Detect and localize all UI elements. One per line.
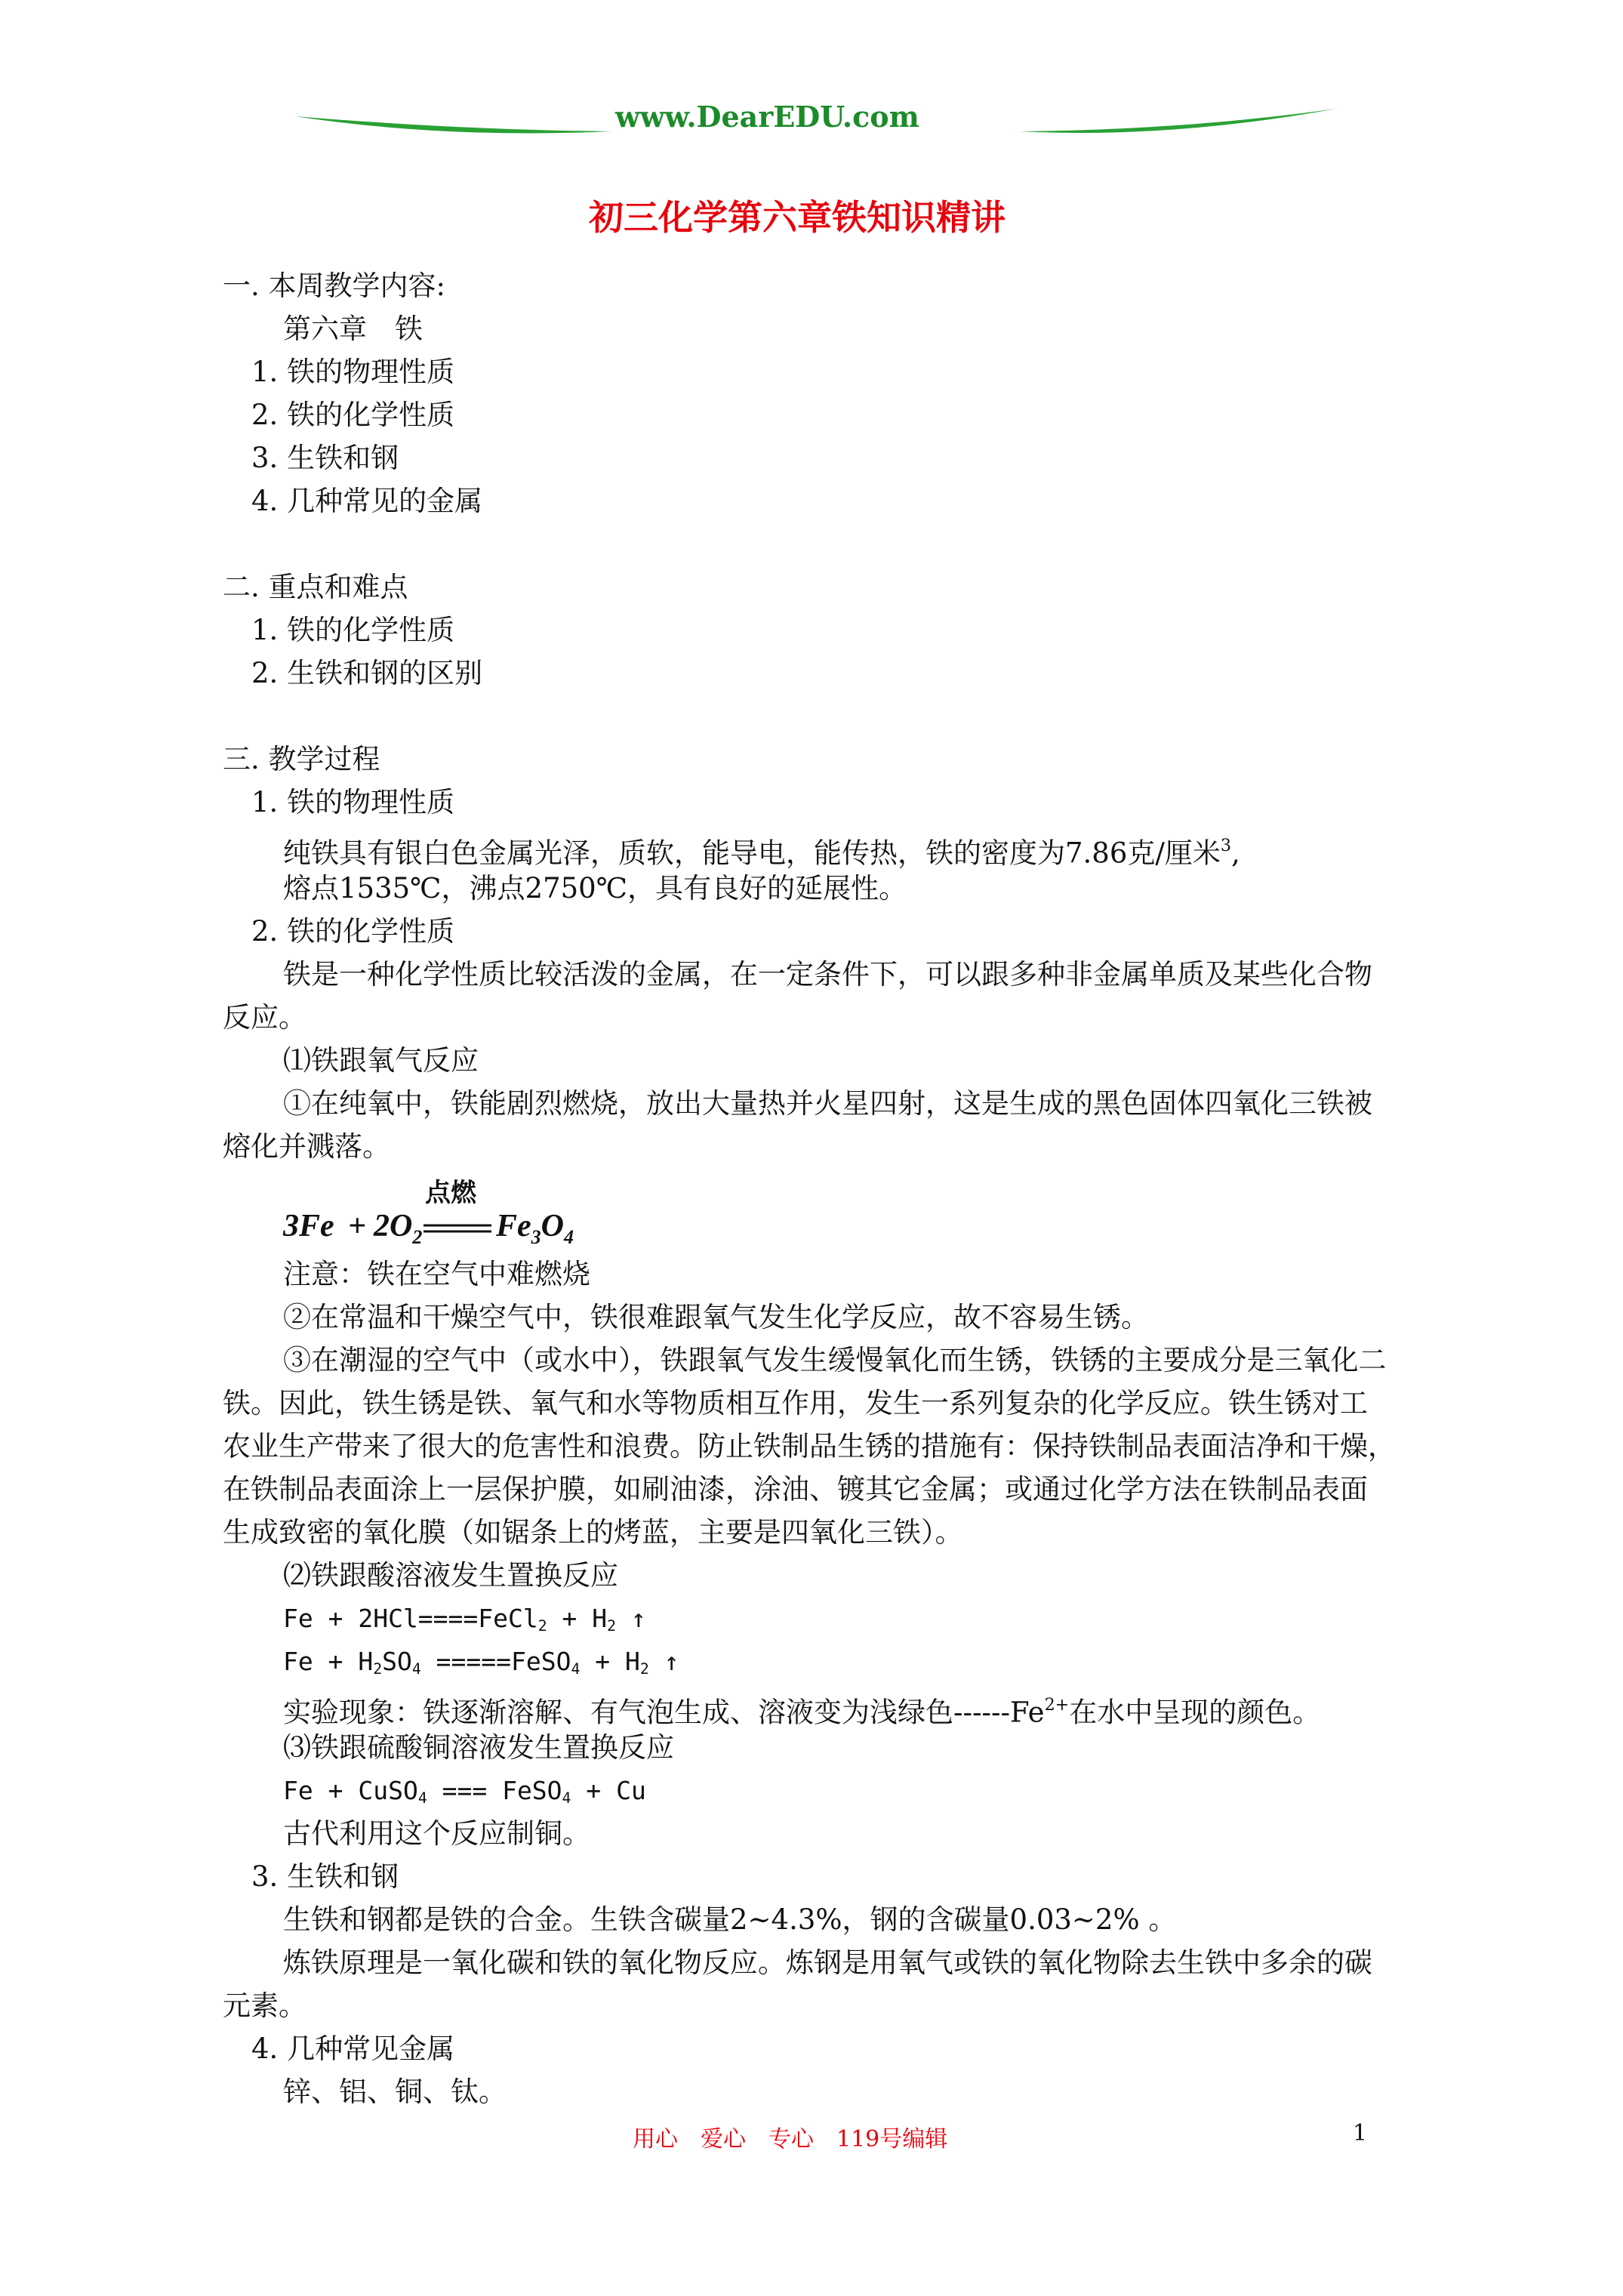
pure-oxygen-b: 熔化并溅落。 — [223, 1130, 390, 1163]
eq-product: $Fe_3O_4$ — [496, 1209, 574, 1248]
humid-line-3: 农业生产带来了很大的危害性和浪费。防止铁制品生锈的措施有：保持铁制品表面洁净和干燥， — [223, 1430, 1396, 1462]
physical-heading: 1. 铁的物理性质 — [251, 786, 455, 818]
site-logo — [287, 91, 1344, 159]
oxygen-heading: ⑴铁跟氧气反应 — [283, 1044, 479, 1077]
section2-item: 2. 生铁和钢的区别 — [251, 657, 483, 689]
logo-swoosh-right — [1019, 101, 1336, 146]
eq-plus: + — [348, 1209, 366, 1244]
physical-comma: , — [1230, 837, 1240, 870]
section1-item: 1. 铁的物理性质 — [251, 356, 455, 388]
metals-heading: 4. 几种常见金属 — [251, 2032, 455, 2065]
section1-item: 4. 几种常见的金属 — [251, 485, 483, 517]
combustion-equation — [283, 1172, 661, 1255]
eq-double-line — [423, 1223, 491, 1234]
pure-oxygen-a: ①在纯氧中，铁能剧烈燃烧，放出大量热并火星四射，这是生成的黑色固体四氧化三铁被 — [283, 1087, 1372, 1120]
steel-heading: 3. 生铁和钢 — [251, 1860, 399, 1893]
acid-observation: 实验现象：铁逐渐溶解、有气泡生成、溶液变为浅绿色$------Fe^{2+}$在水中呈现的颜色。 — [283, 1695, 1321, 1729]
humid-line-5: 生成致密的氧化膜（如锯条上的烤蓝，主要是四氧化三铁）。 — [223, 1516, 963, 1549]
section1-heading: 一. 本周教学内容: — [223, 270, 445, 302]
section2-item: 1. 铁的化学性质 — [251, 614, 455, 646]
dry-air-line: ②在常温和干燥空气中，铁很难跟氧气发生化学反应，故不容易生锈。 — [283, 1301, 1149, 1333]
logo-swoosh-left — [294, 101, 611, 146]
humid-line-2: 铁。因此，铁生锈是铁、氧气和水等物质相互作用，发生一系列复杂的化学反应。铁生锈对工 — [223, 1387, 1368, 1419]
logo-text: www.DearEDU.com — [615, 100, 919, 134]
metals-line: 锌、铝、铜、钛。 — [283, 2076, 507, 2108]
steel-line2a: 炼铁原理是一氧化碳和铁的氧化物反应。炼钢是用氧气或铁的氧化物除去生铁中多余的碳 — [283, 1946, 1372, 1979]
page-title: 初三化学第六章铁知识精讲 — [589, 197, 1006, 238]
humid-line-4: 在铁制品表面涂上一层保护膜，如刷油漆，涂油、镀其它金属；或通过化学方法在铁制品表面 — [223, 1473, 1368, 1505]
page-number: 1 — [1353, 2120, 1368, 2147]
cuso4-equation: Fe + CuSO$_4$ === FeSO$_4$ + Cu — [283, 1776, 646, 1807]
section3-heading: 三. 教学过程 — [223, 743, 380, 775]
ancient-note: 古代利用这个反应制铜。 — [283, 1817, 590, 1850]
cuso4-heading: ⑶铁跟硫酸铜溶液发生置换反应 — [283, 1731, 674, 1764]
eq-reactant-fe: 3Fe — [283, 1209, 334, 1244]
section1-item: 2. 铁的化学性质 — [251, 399, 455, 431]
footer-text: 用心 爱心 专心 119号编辑 — [633, 2126, 948, 2153]
section1-chapter: 第六章 铁 — [283, 313, 423, 345]
steel-line2b: 元素。 — [223, 1989, 306, 2022]
acid-equation-2: $Fe + H_2SO_4$ =====FeSO$_4$ + $H_2$ ↑ — [283, 1647, 679, 1678]
chemical-intro-b: 反应。 — [223, 1001, 306, 1034]
cube-superscript: 3 — [1220, 836, 1231, 855]
eq-condition: 点燃 — [425, 1178, 476, 1208]
acid-equation-1: Fe + 2HCl====FeCl$_2$ + $H_2$ ↑ — [283, 1604, 646, 1635]
combustion-note: 注意：铁在空气中难燃烧 — [283, 1258, 590, 1290]
steel-line1: 生铁和钢都是铁的合金。生铁含碳量2~4.3%，钢的含碳量0.03~2% 。 — [283, 1903, 1177, 1936]
eq-reactant-o2: $2O_2$ — [374, 1209, 423, 1248]
chemical-intro-a: 铁是一种化学性质比较活泼的金属，在一定条件下，可以跟多种非金属单质及某些化合物 — [283, 958, 1372, 991]
physical-text: 纯铁具有银白色金属光泽，质软，能导电，能传热，铁的密度为7.86克/厘米 — [283, 837, 1221, 870]
physical-line1 — [283, 827, 1240, 872]
chemical-heading: 2. 铁的化学性质 — [251, 915, 455, 948]
section2-heading: 二. 重点和难点 — [223, 571, 408, 603]
physical-line2: 熔点1535℃，沸点2750℃，具有良好的延展性。 — [283, 872, 907, 905]
acid-heading: ⑵铁跟酸溶液发生置换反应 — [283, 1559, 618, 1592]
humid-line-1: ③在潮湿的空气中（或水中），铁跟氧气发生缓慢氧化而生锈，铁锈的主要成分是三氧化二 — [283, 1344, 1387, 1376]
section1-item: 3. 生铁和钢 — [251, 442, 399, 474]
